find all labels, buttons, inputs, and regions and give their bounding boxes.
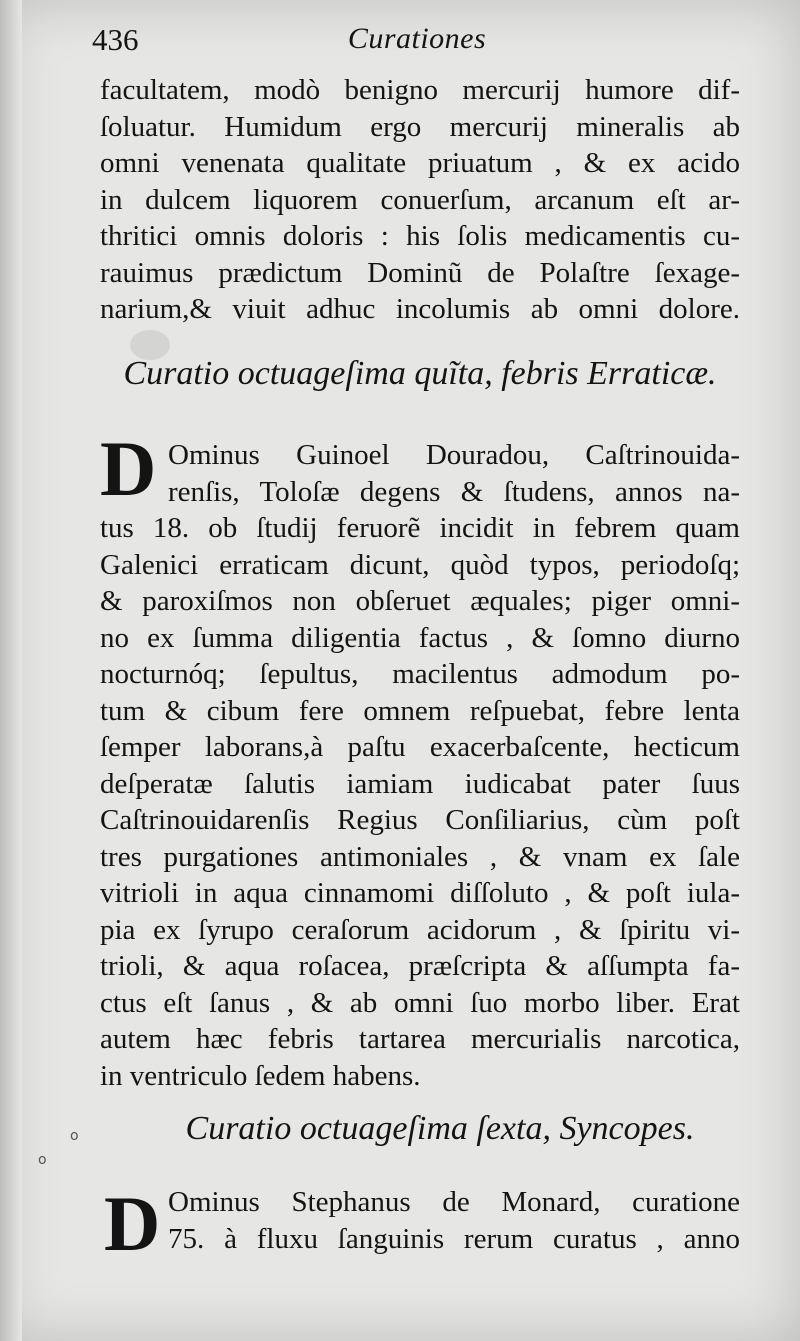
margin-mark: o bbox=[38, 1152, 47, 1168]
text-line: renſis, Toloſæ degens & ſtudens, annos na- bbox=[168, 475, 740, 508]
text-line: thritici omnis doloris : his ſolis medicamentis cu- bbox=[100, 220, 740, 252]
intro-paragraph bbox=[100, 72, 740, 328]
text-line: vitrioli in aqua cinnamomi diſſoluto , & poſt iula- bbox=[100, 877, 740, 909]
page-header bbox=[92, 22, 742, 72]
text-line: Ominus Guinoel Douradou, Caſtrinouida- bbox=[168, 439, 740, 471]
text-line: deſperatæ ſalutis iamiam iudicabat pater ſuus bbox=[100, 767, 740, 800]
text-line: omni venenata qualitate priuatum , & ex acido bbox=[100, 147, 740, 179]
text-line: tres purgationes antimoniales , & vnam ex ſale bbox=[100, 840, 740, 873]
drop-cap: D bbox=[100, 425, 157, 512]
margin-mark: o bbox=[70, 1128, 79, 1144]
page-number: 436 bbox=[92, 22, 139, 57]
text-line: narium,& viuit adhuc incolumis ab omni dolore. bbox=[100, 293, 740, 325]
text-line: 75. à fluxu ſanguinis rerum curatus , anno bbox=[168, 1222, 740, 1255]
text-line: rauimus prædictum Dominũ de Polaſtre ſexage- bbox=[100, 256, 740, 289]
case-paragraph bbox=[100, 510, 740, 1094]
section-heading: Curatio octuageſima ſexta, Syncopes. bbox=[185, 1110, 695, 1147]
text-line: ſemper laborans,à paſtu exacerbaſcente, hecticum bbox=[100, 731, 740, 763]
drop-cap: D bbox=[104, 1180, 161, 1267]
text-line: no ex ſumma diligentia factus , & ſomno diurno bbox=[100, 621, 740, 654]
paragraph-opening bbox=[168, 1184, 740, 1257]
text-line: ctus eſt ſanus , & ab omni ſuo morbo liber. Erat bbox=[100, 986, 740, 1019]
text-line: ſoluatur. Humidum ergo mercurij mineralis ab bbox=[100, 110, 740, 143]
text-line: & paroxiſmos non obſeruet æquales; piger omni- bbox=[100, 585, 740, 617]
text-line: tus 18. ob ſtudij feruorẽ incidit in febrem quam bbox=[100, 512, 740, 544]
text-line: in dulcem liquorem conuerſum, arcanum eſt ar- bbox=[100, 183, 740, 216]
text-line: Ominus Stephanus de Monard, curatione bbox=[168, 1186, 740, 1218]
page-gutter-shadow bbox=[0, 0, 22, 1341]
text-line: Caſtrinouidarenſis Regius Conſiliarius, cùm poſt bbox=[100, 804, 740, 836]
text-line: Galenici erraticam dicunt, quòd typos, periodoſq; bbox=[100, 548, 740, 581]
text-line: in ventriculo ſedem habens. bbox=[100, 1059, 421, 1092]
text-line: tum & cibum fere omnem reſpuebat, febre lenta bbox=[100, 694, 740, 727]
text-line: trioli, & aqua roſacea, præſcripta & aſſumpta fa- bbox=[100, 950, 740, 982]
paragraph-opening bbox=[168, 437, 740, 510]
running-title: Curationes bbox=[347, 22, 487, 55]
text-line: pia ex ſyrupo ceraſorum acidorum , & ſpiritu vi- bbox=[100, 913, 740, 946]
text-line: facultatem, modò benigno mercurij humore dif- bbox=[100, 74, 740, 106]
text-line: autem hæc febris tartarea mercurialis narcotica, bbox=[100, 1023, 740, 1055]
text-line: nocturnóq; ſepultus, macilentus admodum po- bbox=[100, 658, 740, 690]
section-heading: Curatio octuageſima quĩta, febris Erraticæ. bbox=[123, 355, 717, 392]
